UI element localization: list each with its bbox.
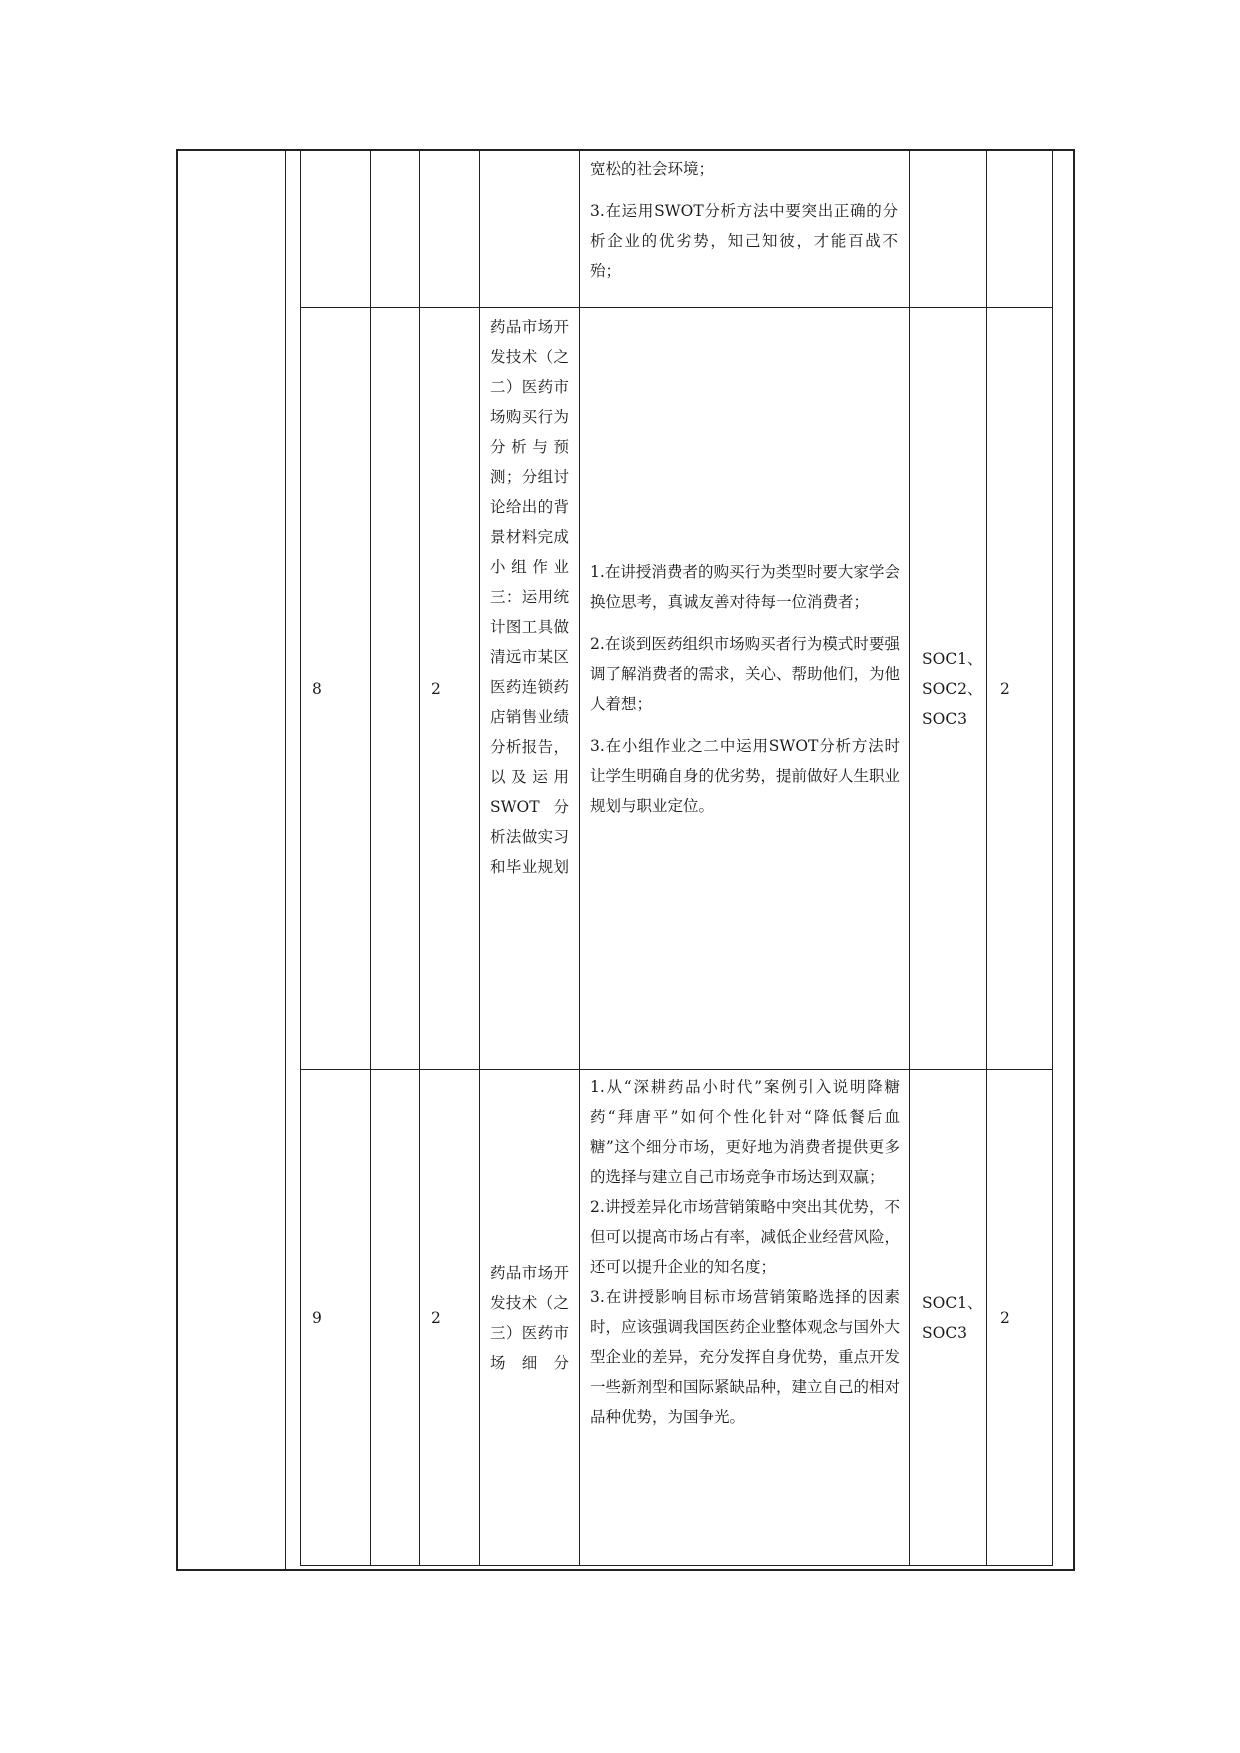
week-number: 8 xyxy=(312,679,322,698)
row-8-objectives xyxy=(922,308,983,1069)
col-line-6 xyxy=(579,149,580,1566)
objectives-text: SOC1、SOC3 xyxy=(922,1293,983,1342)
row-8-hours xyxy=(431,308,471,1069)
row-9-hours xyxy=(431,1070,471,1565)
score-value: 2 xyxy=(1000,679,1010,698)
table-border-top xyxy=(176,149,1075,151)
row-9-objectives xyxy=(922,1070,983,1565)
content-item-3: 3.在小组作业之二中运用SWOT分析方法时让学生明确自身的优劣势，提前做好人生职业规划与职业定位。 xyxy=(590,736,901,815)
table-border-bottom-inner xyxy=(300,1565,1052,1566)
col-line-1 xyxy=(285,149,286,1570)
col-line-4 xyxy=(419,149,420,1566)
content-item-1: 1.在讲授消费者的购买行为类型时要大家学会换位思考，真诚友善对待每一位消费者； xyxy=(590,562,900,611)
row-9-content xyxy=(590,1072,900,1432)
row-9-week xyxy=(312,1070,362,1565)
score-value: 2 xyxy=(1000,1308,1010,1327)
week-number: 9 xyxy=(312,1308,322,1327)
content-item-2: 2.在谈到医药组织市场购买者行为模式时要强调了解消费者的需求，关心、帮助他们，为他人着想； xyxy=(590,634,901,713)
row-8-content xyxy=(590,308,900,1069)
continued-content-cell xyxy=(590,154,898,286)
table-border-bottom xyxy=(176,1569,1075,1571)
col-line-7 xyxy=(909,149,910,1566)
row-8-score xyxy=(1000,308,1040,1069)
content-item-3: 3.在讲授影响目标市场营销策略选择的因素时，应该强调我国医药企业整体观念与国外大型企业的差异，充分发挥自身优势，重点开发一些新剂型和国际紧缺品种，建立自己的相对品种优势，为国争光。 xyxy=(590,1288,901,1426)
row-8-week xyxy=(312,308,362,1069)
col-line-0 xyxy=(176,149,178,1570)
col-line-10 xyxy=(1073,149,1075,1570)
row-8-topic xyxy=(490,312,569,882)
topic-text: 药品市场开发技术（之二）医药市场购买行为分析与预测；分组讨论给出的背景材料完成小组作业三：运用统计图工具做清远市某区医药连锁药店销售业绩分析报告，以及运用SWOT分析法做实习和毕业规划 xyxy=(490,318,569,876)
row-9-score xyxy=(1000,1070,1040,1565)
content-item-2: 2.讲授差异化市场营销策略中突出其优势，不但可以提高市场占有率，减低企业经营风险，还可以提升企业的知名度； xyxy=(590,1198,901,1276)
topic-text: 药品市场开发技术（之三）医药市场细分 xyxy=(490,1263,569,1372)
content-item-1: 1.从“深耕药品小时代”案例引入说明降糖药“拜唐平”如何个性化针对“降低餐后血糖”这个细分市场，更好地为消费者提供更多的选择与建立自己市场竞争市场达到双赢； xyxy=(590,1078,900,1186)
col-line-5 xyxy=(479,149,480,1566)
hours-value: 2 xyxy=(431,1308,441,1327)
col-line-9 xyxy=(1052,149,1053,1566)
continued-line-2: 3.在运用SWOT分析方法中要突出正确的分析企业的优劣势，知己知彼，才能百战不殆； xyxy=(590,202,898,280)
hours-value: 2 xyxy=(431,679,441,698)
continued-line-1: 宽松的社会环境； xyxy=(590,160,715,178)
objectives-text: SOC1、SOC2、SOC3 xyxy=(922,649,983,728)
col-line-8 xyxy=(986,149,987,1566)
col-line-3 xyxy=(370,149,371,1566)
col-line-2 xyxy=(300,149,301,1566)
row-9-topic xyxy=(490,1070,569,1565)
